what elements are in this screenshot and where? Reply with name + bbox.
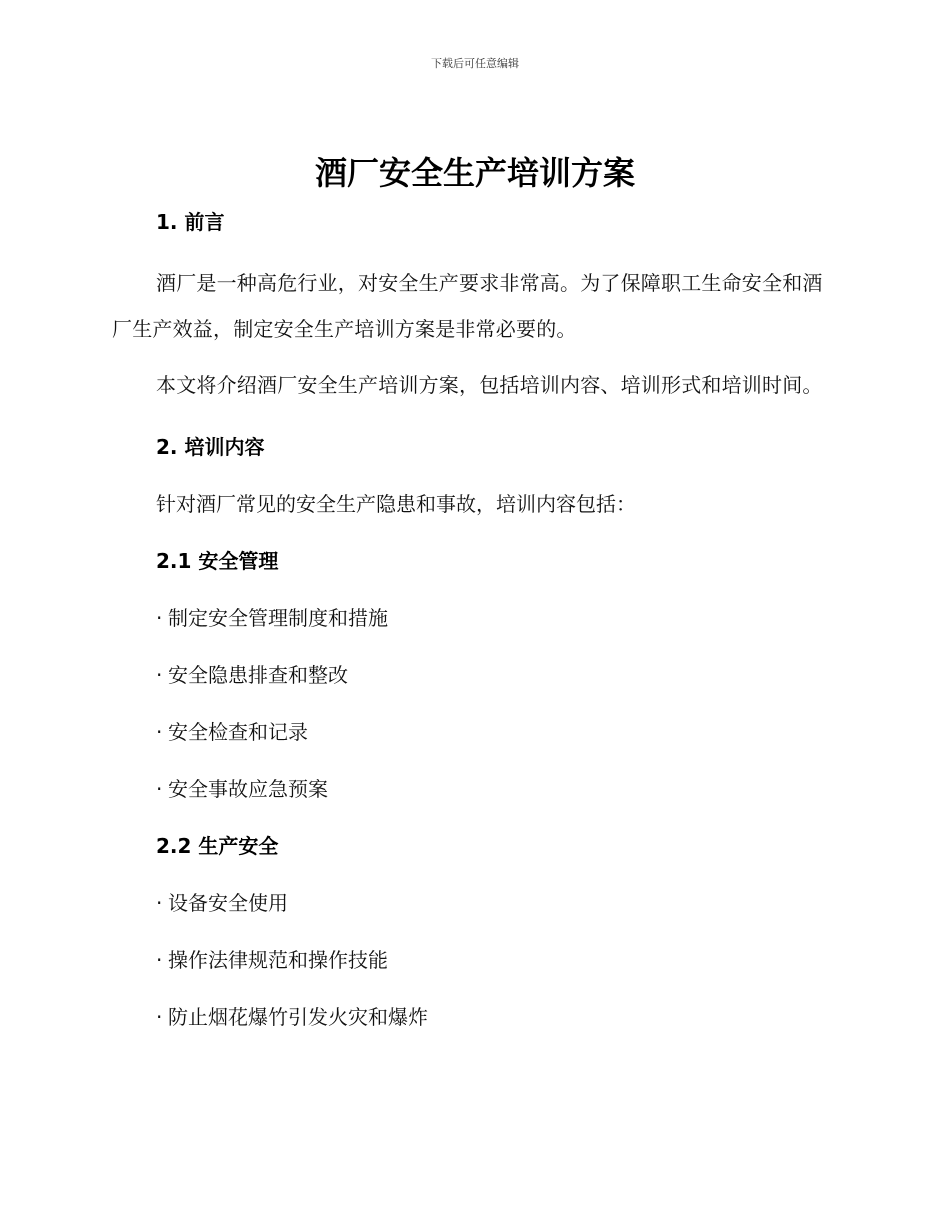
list-item: · 设备安全使用 (156, 886, 832, 920)
bullet-icon: · (156, 948, 163, 972)
bullet-icon: · (156, 1005, 163, 1029)
subsection-heading-production-safety: 2.2 生产安全 (156, 834, 279, 858)
document-body (112, 205, 832, 1034)
list-item: · 制定安全管理制度和措施 (156, 601, 832, 635)
list-item: · 安全隐患排查和整改 (156, 658, 832, 692)
bullet-icon: · (156, 720, 163, 744)
list-item: · 操作法律规范和操作技能 (156, 943, 832, 977)
subsection-heading-safety-management: 2.1 安全管理 (156, 549, 279, 573)
list-item: · 安全事故应急预案 (156, 772, 832, 806)
section-heading-training-content: 2. 培训内容 (156, 435, 265, 459)
bullet-icon: · (156, 891, 163, 915)
list-item: · 安全检查和记录 (156, 715, 832, 749)
bullet-icon: · (156, 663, 163, 687)
preface-paragraph-2: 本文将介绍酒厂安全生产培训方案，包括培训内容、培训形式和培训时间。 (156, 373, 823, 397)
list-item: · 防止烟花爆竹引发火灾和爆炸 (156, 1000, 832, 1034)
training-content-intro: 针对酒厂常见的安全生产隐患和事故，培训内容包括： (156, 492, 636, 516)
document-title: 酒厂安全生产培训方案 (314, 154, 635, 192)
preface-paragraph-1: 酒厂是一种高危行业，对安全生产要求非常高。为了保障职工生命安全和酒厂生产效益，制定安全生产培训方案是非常必要的。 (112, 271, 823, 341)
bullet-icon: · (156, 777, 163, 801)
bullet-icon: · (156, 606, 163, 630)
header-note: 下载后可任意编辑 (431, 57, 519, 70)
section-heading-preface: 1. 前言 (156, 210, 225, 234)
